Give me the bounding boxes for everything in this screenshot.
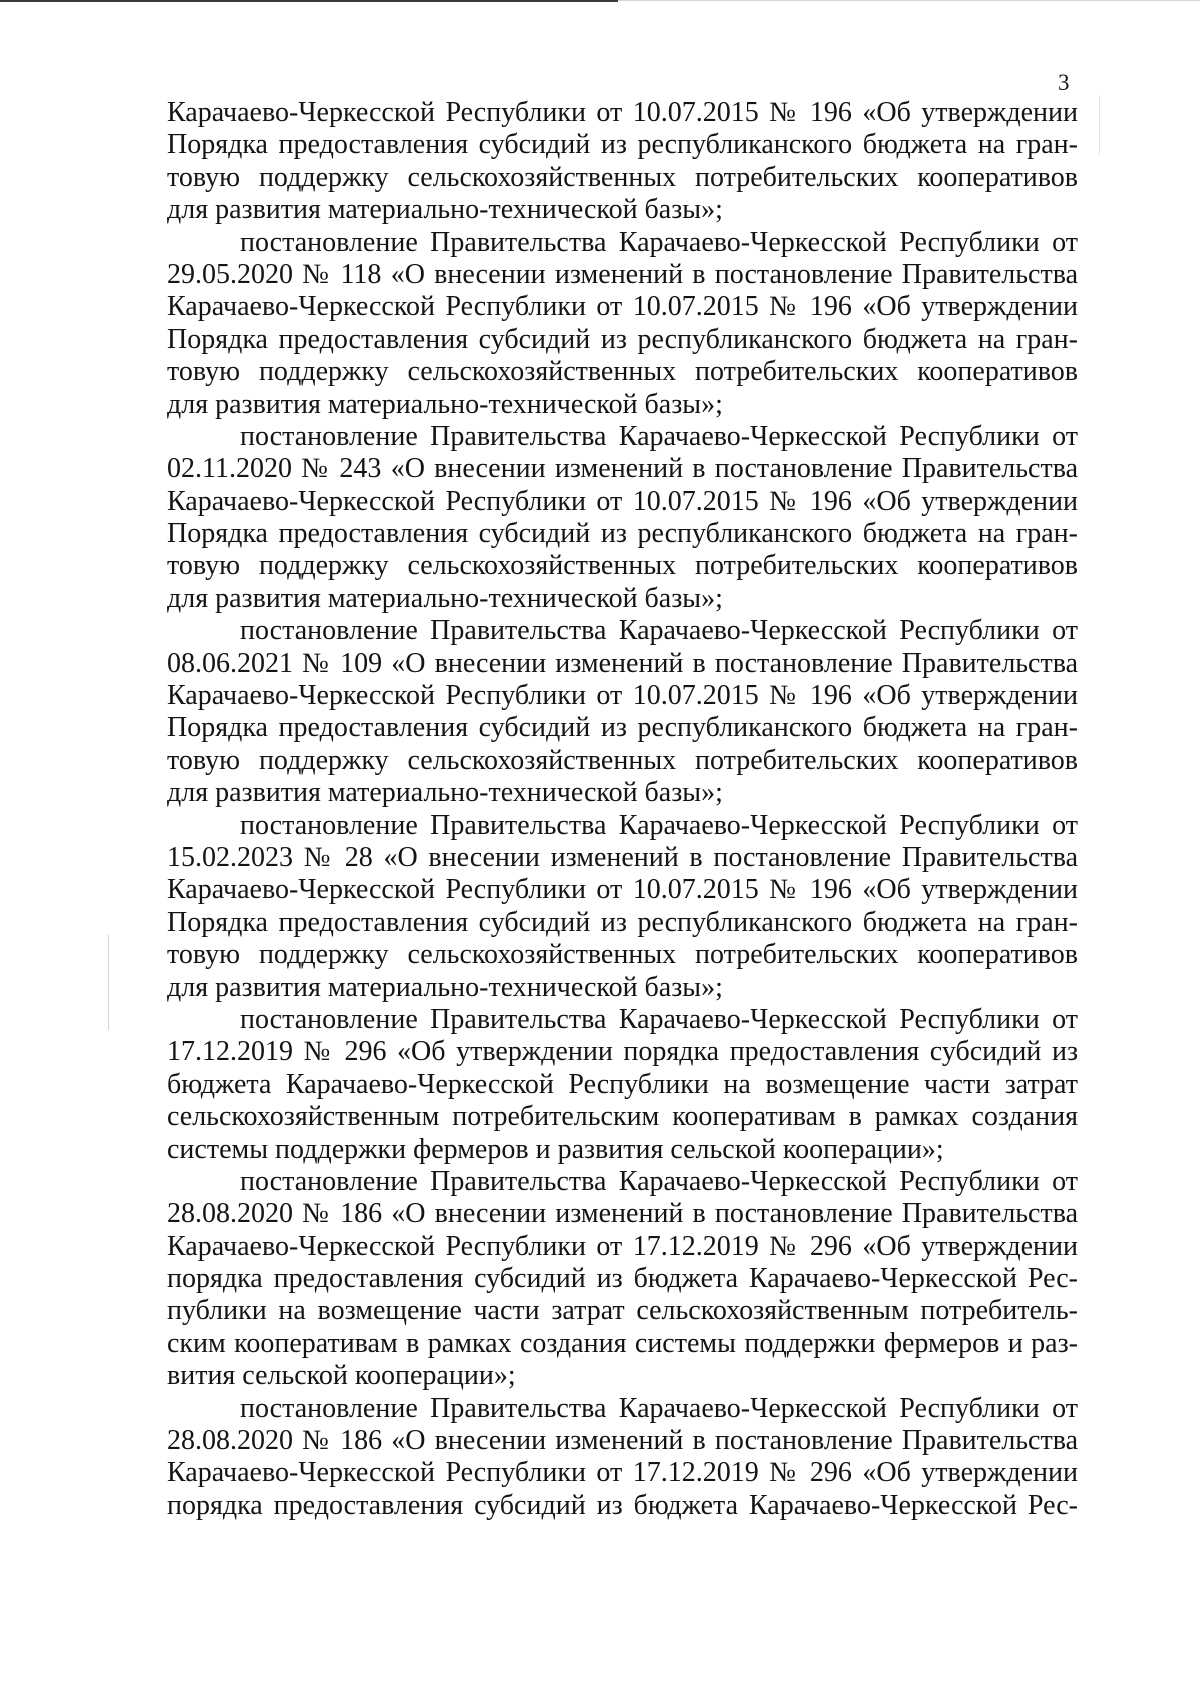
paragraph — [167, 810, 1078, 1004]
text-line: ским кооперативам в рамках создания системы поддержки фермеров и раз- — [167, 1327, 1078, 1359]
text-line: для развития материально-технической базы»; — [167, 194, 723, 226]
text-line: товую поддержку сельскохозяйственных потребительских кооперативов — [167, 744, 1078, 776]
text-line: бюджета Карачаево-Черкесской Республики на возмещение части затрат — [167, 1068, 1078, 1100]
text-line: 15.02.2023 № 28 «О внесении изменений в постановление Правительства — [167, 841, 1078, 873]
text-line: Карачаево-Черкесской Республики от 10.07.2015 № 196 «Об утверждении — [167, 485, 1078, 517]
text-line: для развития материально-технической базы»; — [167, 388, 723, 420]
document-body — [167, 97, 1078, 1522]
text-line: постановление Правительства Карачаево-Черкесской Республики от — [240, 615, 1078, 647]
scan-top-edge-faint — [618, 0, 1200, 1]
page-number: 3 — [1058, 70, 1070, 95]
text-line: для развития материально-технической базы»; — [167, 582, 723, 614]
text-line: Порядка предоставления субсидий из республиканского бюджета на гран- — [167, 323, 1078, 355]
text-line: порядка предоставления субсидий из бюджета Карачаево-Черкесской Рес- — [167, 1263, 1078, 1295]
text-line: постановление Правительства Карачаево-Черкесской Республики от — [240, 1165, 1078, 1197]
text-line: 29.05.2020 № 118 «О внесении изменений в постановление Правительства — [167, 258, 1078, 290]
text-line: товую поддержку сельскохозяйственных потребительских кооперативов — [167, 550, 1078, 582]
text-line: постановление Правительства Карачаево-Черкесской Республики от — [240, 1003, 1078, 1035]
text-line: Карачаево-Черкесской Республики от 10.07.2015 № 196 «Об утверждении — [167, 97, 1078, 128]
text-line: вития сельской кооперации»; — [167, 1360, 516, 1392]
paragraph — [167, 1004, 1078, 1166]
text-line: товую поддержку сельскохозяйственных потребительских кооперативов — [167, 939, 1078, 971]
text-line: постановление Правительства Карачаево-Черкесской Республики от — [240, 420, 1078, 452]
scan-top-edge — [0, 0, 618, 2]
paragraph — [167, 97, 1078, 227]
text-line: Порядка предоставления субсидий из республиканского бюджета на гран- — [167, 129, 1078, 161]
text-line: для развития материально-технической базы»; — [167, 777, 723, 809]
text-line: Карачаево-Черкесской Республики от 17.12.2019 № 296 «Об утверждении — [167, 1230, 1078, 1262]
paragraph — [167, 421, 1078, 615]
text-line: Порядка предоставления субсидий из республиканского бюджета на гран- — [167, 518, 1078, 550]
text-line: 28.08.2020 № 186 «О внесении изменений в постановление Правительства — [167, 1198, 1078, 1230]
text-line: товую поддержку сельскохозяйственных потребительских кооперативов — [167, 161, 1078, 193]
paragraph — [167, 1393, 1078, 1523]
text-line: 28.08.2020 № 186 «О внесении изменений в постановление Правительства — [167, 1425, 1078, 1457]
scan-margin-mark — [1099, 95, 1100, 155]
text-line: Карачаево-Черкесской Республики от 17.12.2019 № 296 «Об утверждении — [167, 1457, 1078, 1489]
text-line: 17.12.2019 № 296 «Об утверждении порядка предоставления субсидий из — [167, 1036, 1078, 1068]
text-line: Порядка предоставления субсидий из республиканского бюджета на гран- — [167, 906, 1078, 938]
text-line: Карачаево-Черкесской Республики от 10.07.2015 № 196 «Об утверждении — [167, 680, 1078, 712]
text-line: для развития материально-технической базы»; — [167, 971, 723, 1003]
text-line: постановление Правительства Карачаево-Черкесской Республики от — [240, 809, 1078, 841]
text-line: товую поддержку сельскохозяйственных потребительских кооперативов — [167, 356, 1078, 388]
text-line: Карачаево-Черкесской Республики от 10.07.2015 № 196 «Об утверждении — [167, 874, 1078, 906]
text-line: 08.06.2021 № 109 «О внесении изменений в постановление Правительства — [167, 647, 1078, 679]
text-line: 02.11.2020 № 243 «О внесении изменений в постановление Правительства — [167, 453, 1078, 485]
text-line: порядка предоставления субсидий из бюджета Карачаево-Черкесской Рес- — [167, 1489, 1078, 1521]
text-line: публики на возмещение части затрат сельскохозяйственным потребитель- — [167, 1295, 1078, 1327]
text-line: постановление Правительства Карачаево-Черкесской Республики от — [240, 226, 1078, 258]
text-line: системы поддержки фермеров и развития сельской кооперации»; — [167, 1133, 944, 1165]
text-line: постановление Правительства Карачаево-Черкесской Республики от — [240, 1392, 1078, 1424]
text-line: сельскохозяйственным потребительским кооперативам в рамках создания — [167, 1101, 1078, 1133]
text-line: Порядка предоставления субсидий из республиканского бюджета на гран- — [167, 712, 1078, 744]
scan-margin-mark — [108, 935, 109, 1030]
paragraph — [167, 1166, 1078, 1393]
paragraph — [167, 227, 1078, 421]
text-line: Карачаево-Черкесской Республики от 10.07.2015 № 196 «Об утверждении — [167, 291, 1078, 323]
paragraph — [167, 615, 1078, 809]
